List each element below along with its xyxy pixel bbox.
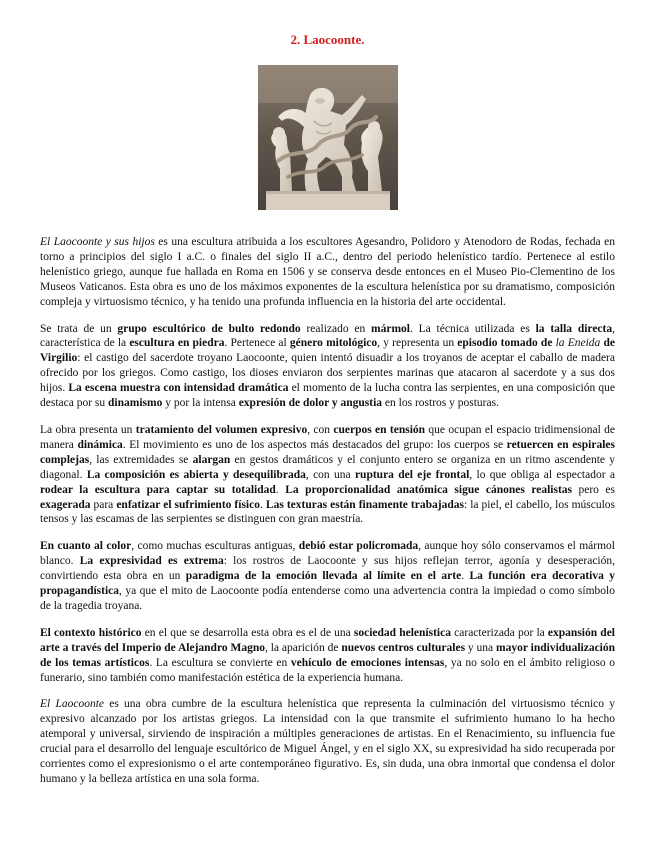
text-run: para: [90, 498, 117, 511]
bold-text: debió estar policromada: [298, 540, 419, 553]
text-run: , aunque hoy sólo conservamos el mármol blanco.: [40, 540, 615, 568]
paragraph: [40, 697, 615, 786]
bold-text: La proporcionalidad anatómica sigue cánones realistas: [285, 483, 572, 496]
bold-text: retuercen en espirales complejas: [40, 438, 615, 466]
text-run: .: [260, 498, 266, 511]
text-run: es una obra cumbre de la escultura helenística que representa la culminación del virtuosismo técnico y expresivo alcanzado por los artistas griegos. La intensidad con la que transmite el sufrimiento humano lo ha hecho atemporal y universal, sirviendo de inspiración a múltiples generaciones de artistas. En el Renacimiento, su influencia fue crucial para el desarrollo del lenguaje escultórico de Miguel Ángel, y en el siglo XX, su expresividad ha sido recuperada por corrientes como el expresionismo o el arte contemporáneo figurativo. Es, sin duda, una obra inmortal que condensa el dolor humano y la belleza artística en una sola forma.: [40, 698, 615, 785]
bold-text: exagerada: [40, 498, 91, 511]
paragraph: [40, 539, 615, 614]
bold-text: de Virgilio: [40, 337, 615, 365]
bold-text: episodio tomado de: [457, 337, 556, 350]
text-run: , con una: [305, 468, 355, 481]
bold-text: mármol: [371, 322, 410, 335]
paragraph: [40, 322, 615, 411]
text-run: . Pertenece al: [224, 337, 290, 350]
bold-text: enfatizar el sufrimiento físico: [116, 498, 260, 511]
text-run: : los rostros de Laocoonte y sus hijos reflejan terror, agonía y desesperación, convirtiendo esta obra en un: [40, 555, 616, 583]
bold-text: sociedad helenística: [353, 626, 451, 639]
bold-text: nuevos centros culturales: [341, 641, 466, 654]
bold-text: rodear la escultura para captar su totalidad: [40, 483, 276, 496]
bold-text: Las texturas están finamente trabajadas: [265, 498, 464, 511]
text-run: , lo que obliga al espectador a: [469, 468, 615, 481]
text-run: , la aparición de: [264, 641, 342, 654]
bold-text: paradigma de la emoción llevada al límite en el arte: [185, 570, 462, 583]
paragraph: [40, 423, 615, 527]
bold-text: la talla directa: [535, 322, 613, 335]
text-run: , ya no solo en el ámbito religioso o funerario, sino también como manifestación estética de la experiencia humana.: [40, 656, 615, 684]
text-run: y una: [465, 641, 497, 654]
text-run: realizado en: [300, 322, 372, 335]
bold-text: mayor individualización de los temas artísticos: [40, 641, 616, 669]
bold-text: expansión del arte a través del Imperio de Alejandro Magno: [40, 626, 615, 654]
text-run: pero es: [572, 483, 616, 496]
text-run: . El movimiento es uno de los aspectos más destacados del grupo: los cuerpos se: [122, 438, 507, 451]
bold-text: cuerpos en tensión: [333, 423, 426, 436]
bold-text: vehículo de emociones intensas: [290, 656, 445, 669]
text-run: es una escultura atribuida a los escultores Agesandro, Polidoro y Atenodoro de Rodas, fechada en torno a principios del siglo I a.C. o finales del siglo II a.C., dentro del periodo helenístico tardío. Pertenece al estilo helenístico griego, aunque fue hallada en Roma en 1506 y se conserva desde entonces en el Museo Pio-Clementino de los Museos Vaticanos. Esta obra es uno de los máximos exponentes de la escultura helenística por su dramatismo, composición compleja y virtuosismo técnico, y ha tenido una profunda influencia en la historia del arte occidental.: [40, 236, 615, 308]
bold-text: tratamiento del volumen expresivo: [135, 423, 308, 436]
paragraph: [40, 235, 615, 310]
bold-text: La composición es abierta y desequilibrada: [86, 468, 306, 481]
text-run: en los rostros y posturas.: [382, 397, 499, 410]
text-run: , las extremidades se: [89, 453, 193, 466]
bold-text: dinámica: [77, 438, 123, 451]
text-run: . La técnica utilizada es: [409, 322, 536, 335]
italic-text: El Laocoonte: [40, 698, 105, 711]
text-run: , como muchas esculturas antiguas,: [131, 540, 299, 553]
bold-text: alargan: [192, 453, 231, 466]
text-run: que ocupan el espacio tridimensional de manera: [40, 423, 615, 451]
text-run: en el que se desarrolla esta obra es el de una: [141, 626, 354, 639]
bold-text: género mitológico: [289, 337, 378, 350]
text-run: Se trata de un: [40, 322, 118, 335]
text-run: .: [275, 483, 286, 496]
bold-text: escultura en piedra: [129, 337, 225, 350]
text-run: y por la intensa: [162, 397, 239, 410]
bold-text: El contexto histórico: [40, 626, 142, 639]
text-run: .: [461, 570, 470, 583]
text-run: : el castigo del sacerdote troyano Laocoonte, quien intentó disuadir a los troyanos de aceptar el caballo de madera ofrecido por los griegos. Como castigo, los dioses enviaron dos serpientes marinas que atacaron al sacerdote y a sus dos hijos.: [40, 352, 615, 395]
text-run: en gestos dramáticos y el conjunto entero se organiza en un ritmo ascendente y diagonal.: [40, 453, 615, 481]
paragraph: [40, 626, 615, 686]
text-run: , y representa un: [377, 337, 458, 350]
bold-text: expresión de dolor y angustia: [238, 397, 383, 410]
text-run: La obra presenta un: [40, 423, 136, 436]
text-run: , característica de la: [40, 322, 615, 350]
laocoonte-sculpture-image: [258, 65, 398, 210]
bold-text: En cuanto al color: [40, 540, 132, 553]
sculpture-photo: [258, 65, 398, 210]
text-run: . La escultura se convierte en: [149, 656, 291, 669]
bold-text: grupo escultórico de bulto redondo: [117, 322, 301, 335]
bold-text: ruptura del eje frontal: [354, 468, 470, 481]
text-run: : la piel, el cabello, los músculos tensos y las escamas de las serpientes se distinguen con gran maestría.: [40, 498, 616, 526]
article-body: [40, 235, 615, 787]
text-run: el momento de la lucha contra las serpientes, en una composición que destaca por su: [40, 382, 615, 410]
bold-text: La expresividad es extrema: [79, 555, 224, 568]
italic-text: la Eneida: [555, 337, 601, 350]
text-run: , con: [307, 423, 334, 436]
document-page: [40, 0, 615, 787]
text-run: , ya que el mito de Laocoonte podía entenderse como una advertencia contra la impiedad o como símbolo de la tragedia troyana.: [40, 585, 615, 612]
section-title: 2. Laocoonte.: [290, 32, 365, 47]
bold-text: dinamismo: [108, 397, 163, 410]
text-run: caracterizada por la: [450, 626, 548, 639]
bold-text: La escena muestra con intensidad dramática: [68, 382, 289, 395]
bold-text: La función era decorativa y propagandística: [40, 570, 616, 598]
italic-text: El Laocoonte y sus hijos: [40, 236, 155, 248]
